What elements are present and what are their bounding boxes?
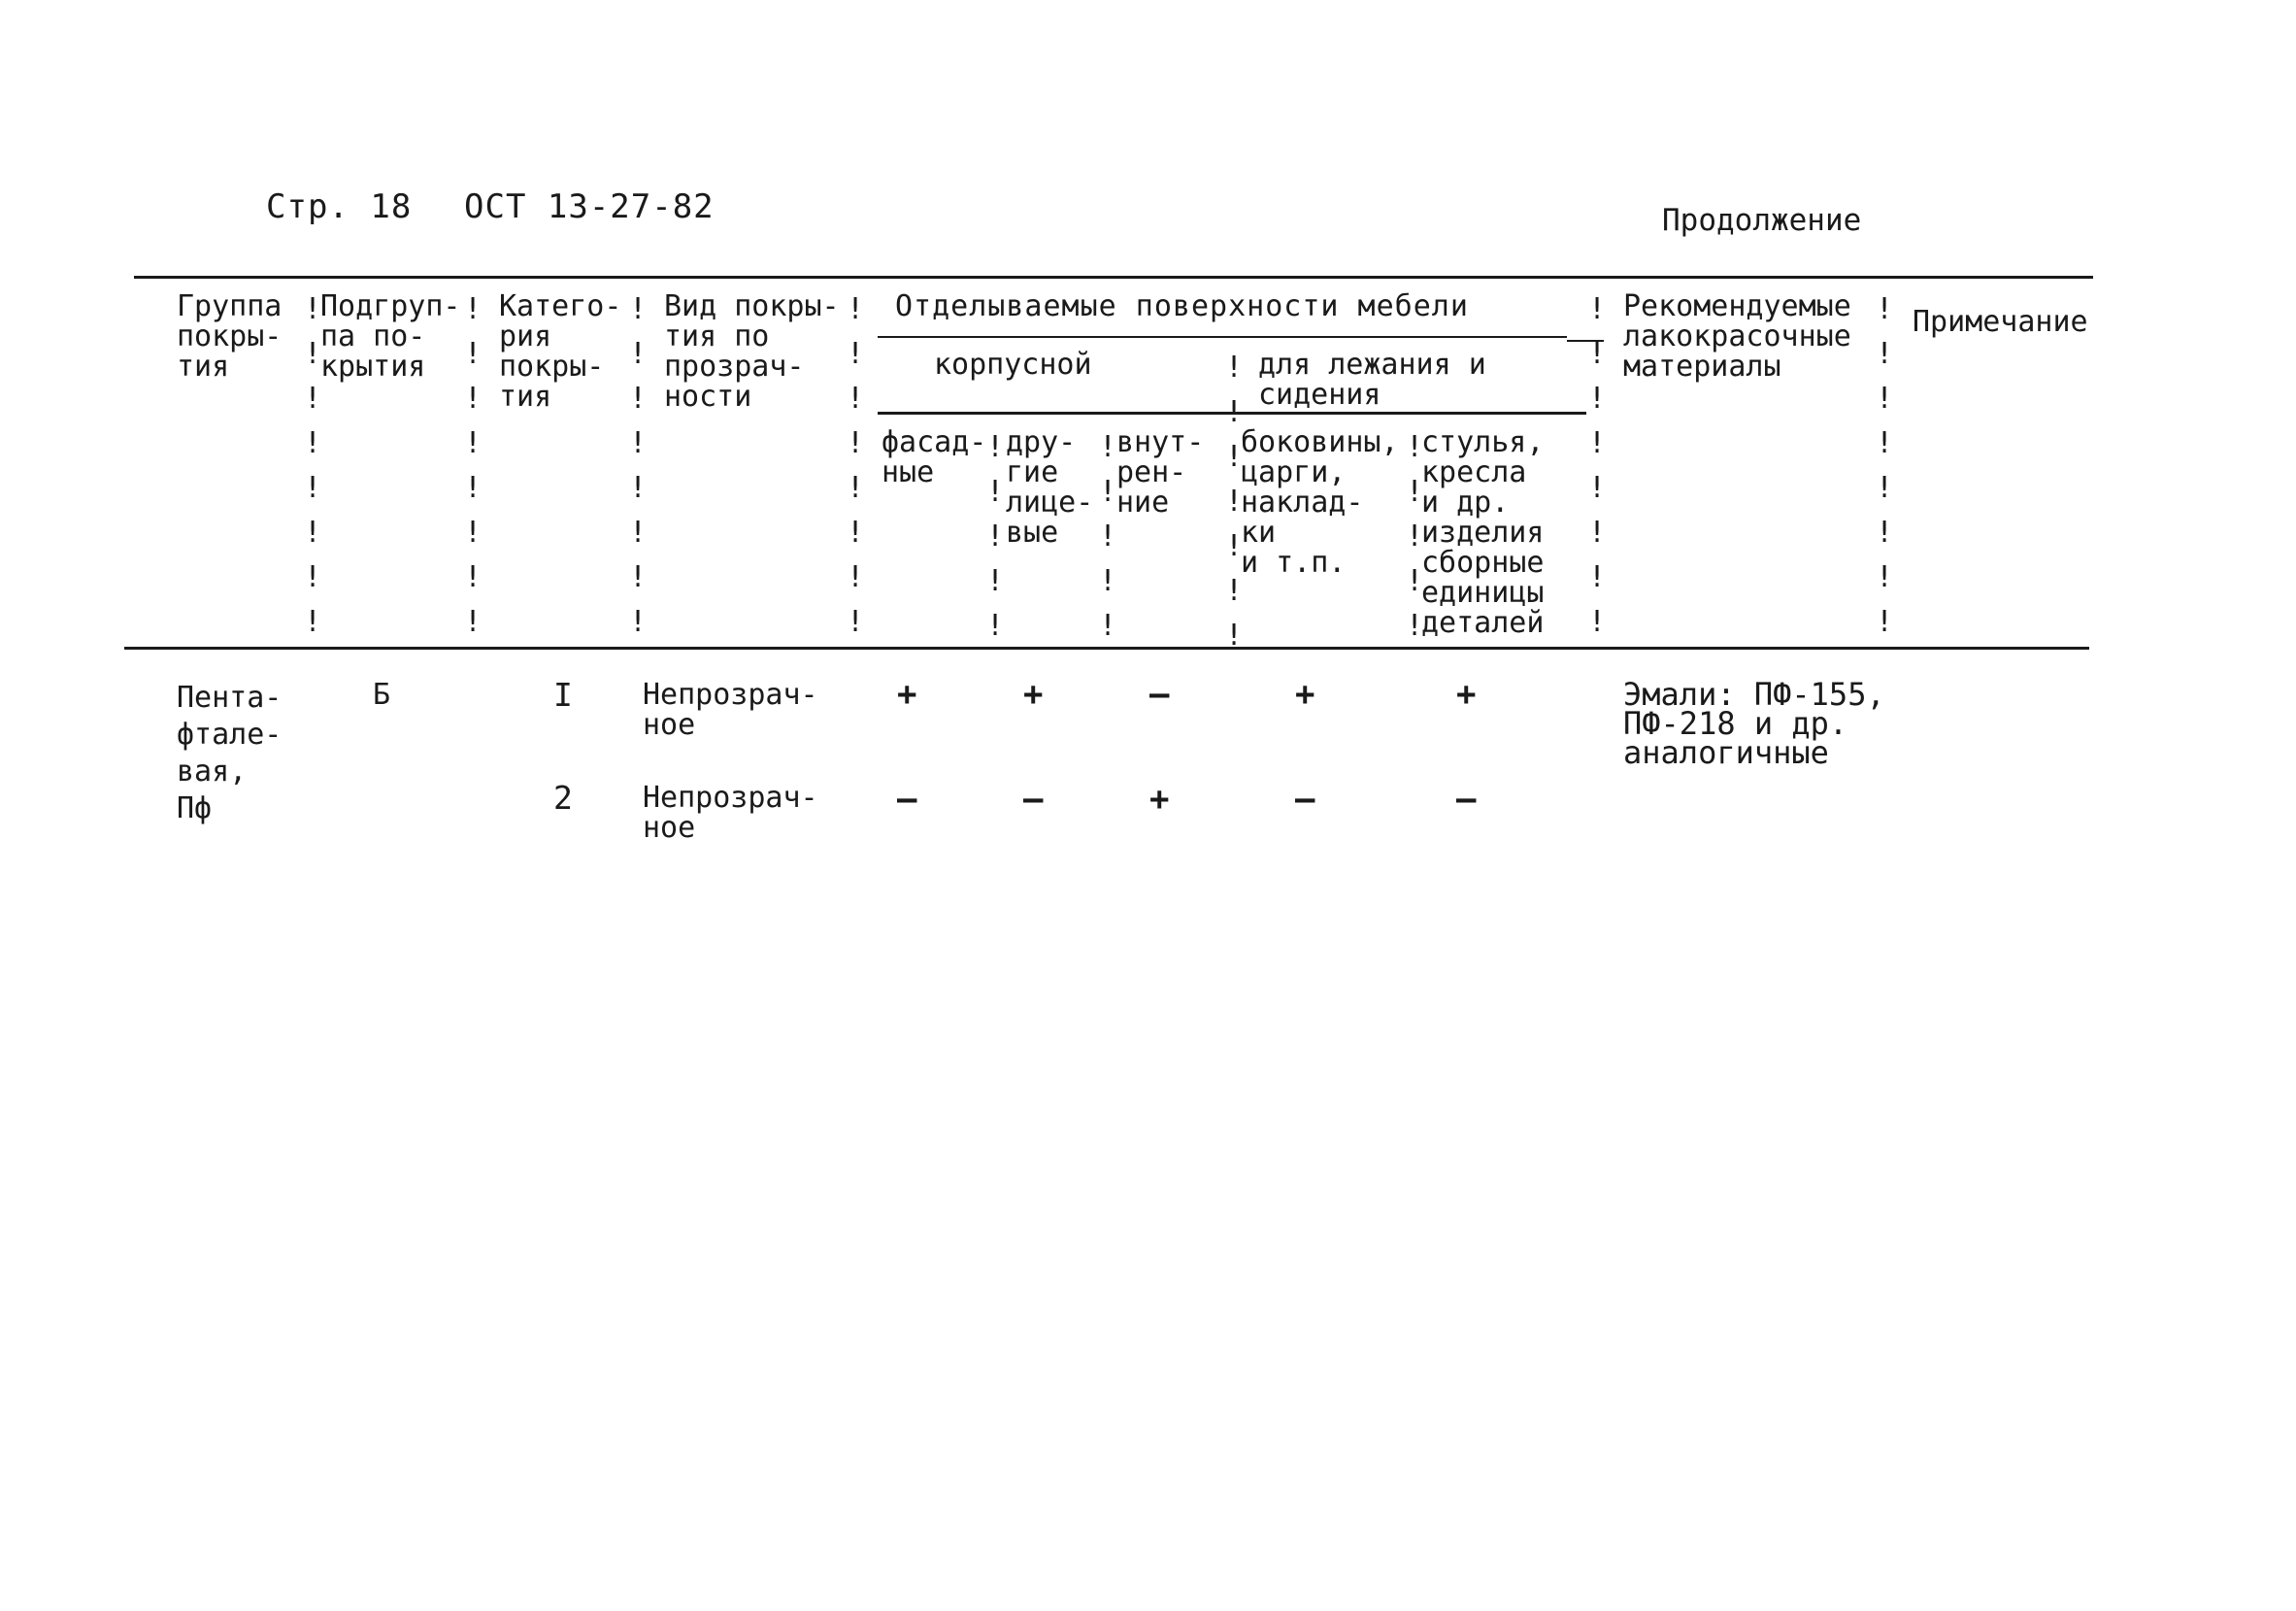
surfaces-subrule — [878, 336, 1567, 338]
header-sides: боковины, царги, наклад- ки и т.п. — [1241, 425, 1399, 580]
row-coating-type: Непрозрач- ное — [643, 781, 818, 845]
col-separator: ! ! ! ! ! ! ! ! — [1588, 292, 1607, 639]
header-interior: внут- рен- ние — [1116, 425, 1205, 520]
row-mark-facade: – — [897, 780, 917, 819]
row-mark-interior: – — [1149, 675, 1170, 714]
row-mark-chairs: + — [1456, 675, 1477, 714]
row-mark-other-face: – — [1023, 780, 1044, 819]
col-separator: ! ! ! ! ! ! ! ! — [304, 292, 322, 639]
row-coating-type: Непрозрач- ное — [643, 678, 818, 742]
row-group: Пента- фтале- вая, Пф — [177, 681, 283, 825]
header-note: Примечание — [1913, 305, 2088, 339]
header-other-face: дру- гие лице- вые — [1006, 425, 1094, 550]
header-materials: Рекомендуемые лакокрасочные материалы — [1623, 289, 1851, 384]
header-group: Группа покры- тия — [177, 289, 283, 384]
col-separator: ! ! ! ! ! ! ! ! — [464, 292, 482, 639]
table-top-rule — [134, 276, 2093, 279]
col-separator: ! ! ! ! ! ! ! ! — [1876, 292, 1894, 639]
header-chairs: стулья, кресла и др. изделия сборные единицы деталей — [1421, 425, 1545, 640]
row-category: 2 — [553, 779, 573, 817]
header-coating-type: Вид покры- тия по прозрач- ности — [664, 289, 840, 414]
continuation-label: Продолжение — [1662, 203, 1862, 238]
col-separator: ! ! ! ! ! — [986, 430, 1005, 643]
standard-code: ОСТ 13-27-82 — [464, 187, 715, 226]
row-mark-sides: + — [1295, 675, 1315, 714]
col-separator: ! ! ! ! ! ! ! ! — [629, 292, 648, 639]
col-separator: ! ! ! ! ! — [1099, 430, 1117, 643]
row-mark-interior: + — [1149, 780, 1170, 819]
header-subgroup: Подгруп- па по- крытия — [320, 289, 461, 384]
header-case-furniture: корпусной — [934, 348, 1092, 382]
header-category: Катего- рия покры- тия — [499, 289, 622, 414]
header-surfaces: Отделываемые поверхности мебели — [895, 289, 1469, 323]
col-separator: ! ! ! ! ! ! ! ! — [847, 292, 865, 639]
row-materials: Эмали: ПФ-155, ПФ-218 и др. аналогичные — [1623, 676, 1885, 771]
row-subgroup: Б — [373, 678, 391, 712]
header-facade: фасад- ные — [882, 425, 987, 489]
row-mark-other-face: + — [1023, 675, 1044, 714]
col-separator: ! ! ! ! ! ! ! — [1225, 351, 1244, 653]
row-category: I — [553, 676, 573, 714]
row-mark-sides: – — [1295, 780, 1315, 819]
page-number: Стр. 18 — [266, 187, 413, 226]
row-mark-chairs: – — [1456, 780, 1477, 819]
header-lying-sitting: для лежания и сидения — [1258, 348, 1486, 412]
col-separator: ! ! ! ! ! — [1406, 430, 1424, 643]
row-mark-facade: + — [897, 675, 917, 714]
